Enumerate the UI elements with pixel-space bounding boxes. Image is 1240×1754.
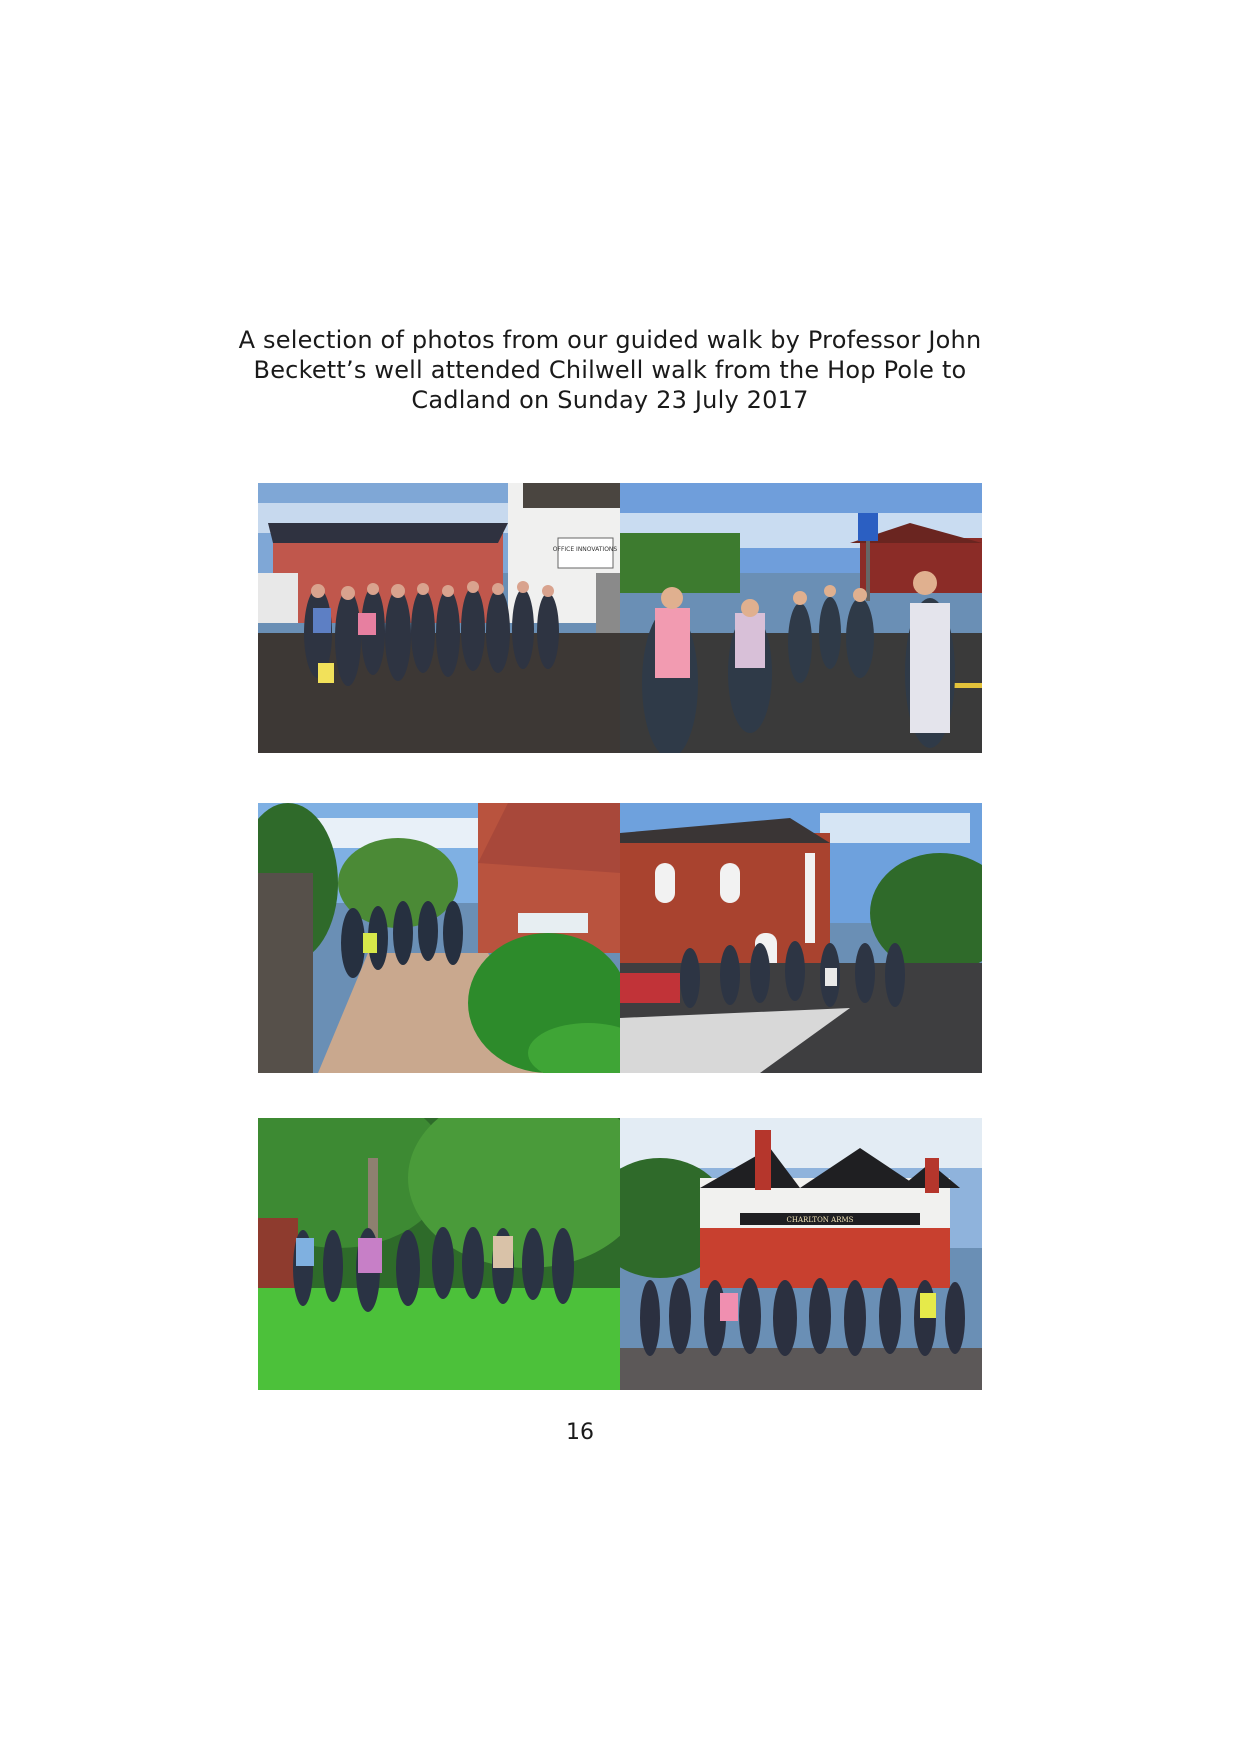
caption-line-1: A selection of photos from our guided walk by Professor John [238, 326, 982, 354]
photo-green-group [258, 1118, 620, 1390]
photo-car-park-group [258, 483, 620, 753]
pub-sign: CHARLTON ARMS [786, 1216, 854, 1224]
page-number: 16 [566, 1420, 594, 1445]
caption-line-3: Cadland on Sunday 23 July 2017 [411, 386, 809, 414]
page-caption [230, 325, 990, 415]
photo-street-walk [620, 483, 982, 753]
photo-cottage-path [258, 803, 620, 1073]
caption-line-2: Beckett’s well attended Chilwell walk from the Hop Pole to [253, 356, 967, 384]
photo-chapel-group [620, 803, 982, 1073]
office-sign: OFFICE INNOVATIONS [552, 546, 618, 553]
photo-pub-group [620, 1118, 982, 1390]
